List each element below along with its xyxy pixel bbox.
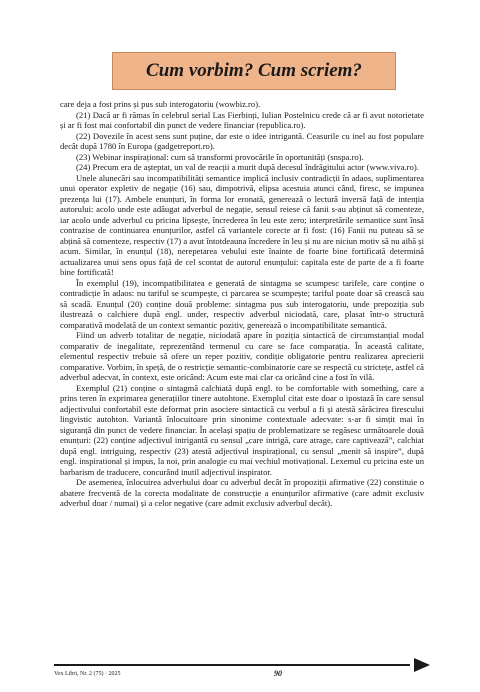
- paragraph: De asemenea, înlocuirea adverbului doar cu adverbul decât în propoziții afirmative (22) constituie o abatere frecventă de la corecta modalitate de construcție a enunțurilor afirmative (care admit exclusiv adverbul doar / numai) și a celor negative (care admit exclusiv adverbul decât).: [60, 477, 424, 508]
- footer-rule: [54, 664, 410, 666]
- paragraph: Fiind un adverb totalitar de negație, niciodată apare în poziția sintactică de circumstanțial modal comparativ de inegalitate, reprezentând termenul cu care se face comparația. În această calitate, elementul respectiv trebuie să ofere un reper pozitiv, condiție obligatorie pentru realizarea aprecierii comparative. Vorbim, în speță, de o restricție semantic-combinatorie care se respectă cu strictețe, astfel că adverbul adecvat, în context, este oricând: Acum este mai clar ca oricând cine a fost în vilă.: [60, 330, 424, 382]
- article-body: [60, 99, 424, 509]
- paragraph: În exemplul (19), incompatibilitatea e generată de sintagma se scumpesc tarifele, care conține o contradicție în adaos: nu tariful se scumpește, ci parcarea se scumpește; tariful poate doar să crească sau să scadă. Enunțul (20) conține două probleme: sintagma pus sub interogatoriu, unde prepoziția sub ilustrează o calchiere după engl. under, respectiv adverbul niciodată, care, plasat într-o structură comparativă modelată de un context semantic pozitiv, generează o incompatibilitate semantică.: [60, 277, 424, 330]
- page-number: 90: [274, 669, 282, 678]
- paragraph: (22) Dovezile în acest sens sunt puține, dar este o idee intrigantă. Ceasurile cu inel au fost populare decât după 1780 în Europa (gadgetreport.ro).: [60, 130, 424, 151]
- paragraph: Unele alunecări sau incompatibilități semantice implică inclusiv contradicții în adaos, suplimentarea unui operator expletiv de negație (16) sau, dimpotrivă, elipsa acestuia atunci când, firesc, se impunea prezența lui (17). Ambele enunțuri, în forma lor eronată, generează o lectură inversă față de intenția autorului: acolo unde este adăugat adverbul de negație, sensul reiese că fanii s-au abținut să comenteze, iar acolo unde adverbul cu pricina lipsește, încrederea în leu este zero; interpretările semantice sunt însă contrazise de continuarea enunțurilor, astfel că variantele corecte ar fi fost: (16) Fanii nu puteau să se abțină să comenteze, respectiv (17) a avut întotdeauna încredere în leu și nu are niciun motiv să nu aibă și acum. Similar, în enunțul (18), nerepetarea vebului este înainte de foarte bine fortificată determină actualizarea unui sens opus față de cel scontat de autorul enunțului: capitala este de parte de a fi foarte bine fortificată!: [60, 172, 424, 277]
- page-footer: [54, 658, 430, 678]
- paragraph: care deja a fost prins și pus sub interogatoriu (wowbiz.ro).: [60, 99, 261, 109]
- paragraph: (24) Precum era de așteptat, un val de reacții a murit după decesul îndrăgitului actor (www.viva.ro).: [76, 162, 419, 172]
- page-title: Cum vorbim? Cum scriem?: [146, 60, 362, 81]
- journal-name: Vox Libri, Nr. 2 (75) · 2025: [54, 671, 121, 677]
- page-title-banner: [112, 52, 396, 90]
- paragraph: (23) Webinar inspirațional: cum să transformi provocările în oportunități (snspa.ro).: [76, 151, 364, 162]
- paragraph: (21) Dacă ar fi rămas în celebrul serial Las Fierbinți, Iulian Postelnicu crede că ar fi avut notorietate și ar fi fost mai confortabil din punct de vedere financiar (republica.ro).: [60, 109, 424, 130]
- paragraph: Exemplul (21) conține o sintagmă calchiată după engl. to be comfortable with something, care a prins teren în exprimarea generațiilor tinere autohtone. Exemplul citat este doar o ipostază în care sensul adjectivului confortabil este deformat prin asociere sintactică cu verbul a fi și atestă sărăcirea firescului lingvistic autohton. Variantă înlocuitoare prin sinonime contextuale adecvate: s-ar fi simțit mai în siguranță din punct de vedere financiar. În același spațiu de problematizare se regăsesc următoarele două enunțuri: (22) conține adjectivul intrigantă cu sensul „care intrigă, care atrage, care captivează”, calchiat după engl. intriguing, respectiv (23) atestă adjectivul inspirațional, cu sensul „menit să inspire”, după engl. inspirational și impus, la noi, prin analogie cu mai vechiul motivațional. Lexemul cu pricina este un barbarism de traducere, concurând inutil adjectivul inspirator.: [60, 382, 424, 477]
- arrow-right-icon: [414, 658, 430, 672]
